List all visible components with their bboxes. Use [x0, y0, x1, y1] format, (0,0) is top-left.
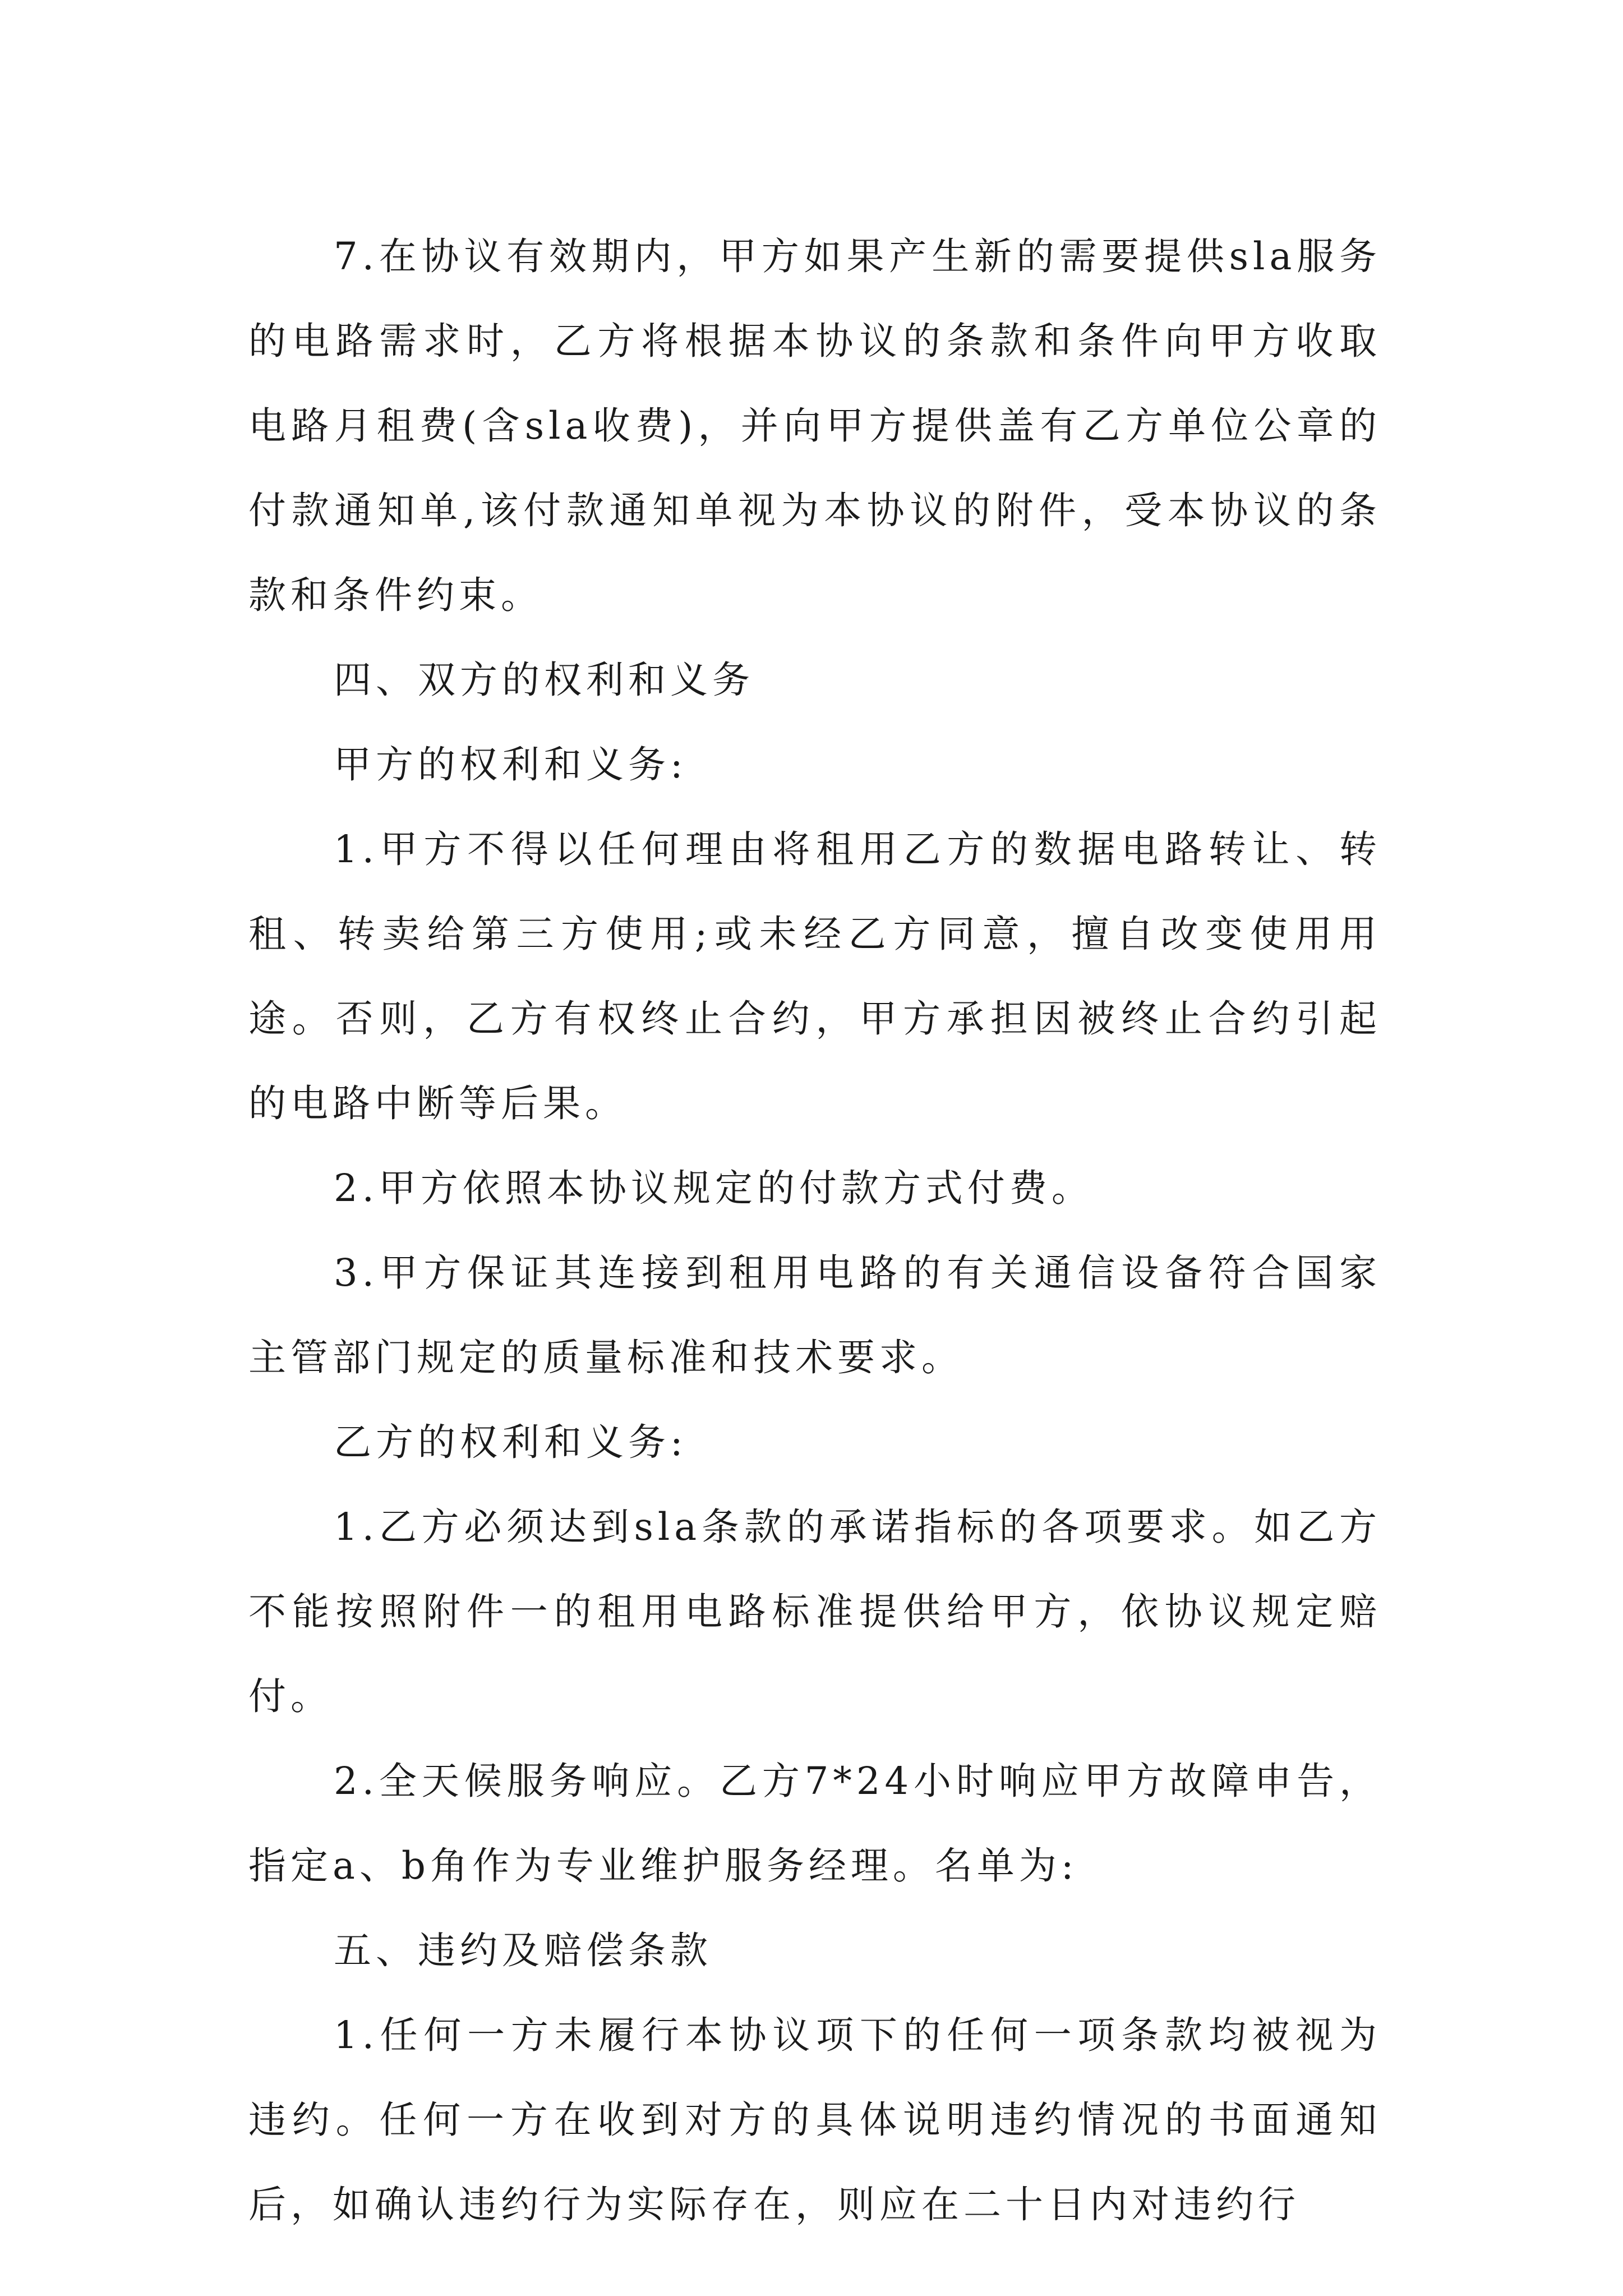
section-heading-rights-obligations: 四、双方的权利和义务: [334, 658, 754, 702]
paragraph-party-b-2: 2.全天候服务响应。乙方7*24小时响应甲方故障申告，指定a、b角作为专业维护服务经理。名单为:: [248, 1759, 1381, 1888]
section-heading-breach: 五、违约及赔偿条款: [334, 1929, 712, 1972]
paragraph-breach-1: 1.任何一方未履行本协议项下的任何一项条款均被视为违约。任何一方在收到对方的具体说明违约情况的书面通知后，如确认违约行为实际存在，则应在二十日内对违约行: [248, 2013, 1381, 2226]
paragraph-party-a-3: 3.甲方保证其连接到租用电路的有关通信设备符合国家主管部门规定的质量标准和技术要求。: [248, 1251, 1381, 1379]
document-body: [248, 214, 1381, 2247]
paragraph-party-a-1: 1.甲方不得以任何理由将租用乙方的数据电路转让、转租、转卖给第三方使用;或未经乙方同意，擅自改变使用用途。否则，乙方有权终止合约，甲方承担因被终止合约引起的电路中断等后果。: [248, 827, 1381, 1125]
paragraph-party-b-1: 1.乙方必须达到sla条款的承诺指标的各项要求。如乙方不能按照附件一的租用电路标准提供给甲方，依协议规定赔付。: [248, 1505, 1381, 1718]
paragraph-clause-7: 7.在协议有效期内，甲方如果产生新的需要提供sla服务的电路需求时，乙方将根据本协议的条款和条件向甲方收取电路月租费(含sla收费)，并向甲方提供盖有乙方单位公章的付款通知单,该付款通知单视为本协议的附件，受本协议的条款和条件约束。: [248, 234, 1381, 617]
subheading-party-a: 甲方的权利和义务:: [334, 743, 688, 786]
paragraph-party-a-2: 2.甲方依照本协议规定的付款方式付费。: [334, 1166, 1094, 1210]
subheading-party-b: 乙方的权利和义务:: [334, 1420, 688, 1464]
